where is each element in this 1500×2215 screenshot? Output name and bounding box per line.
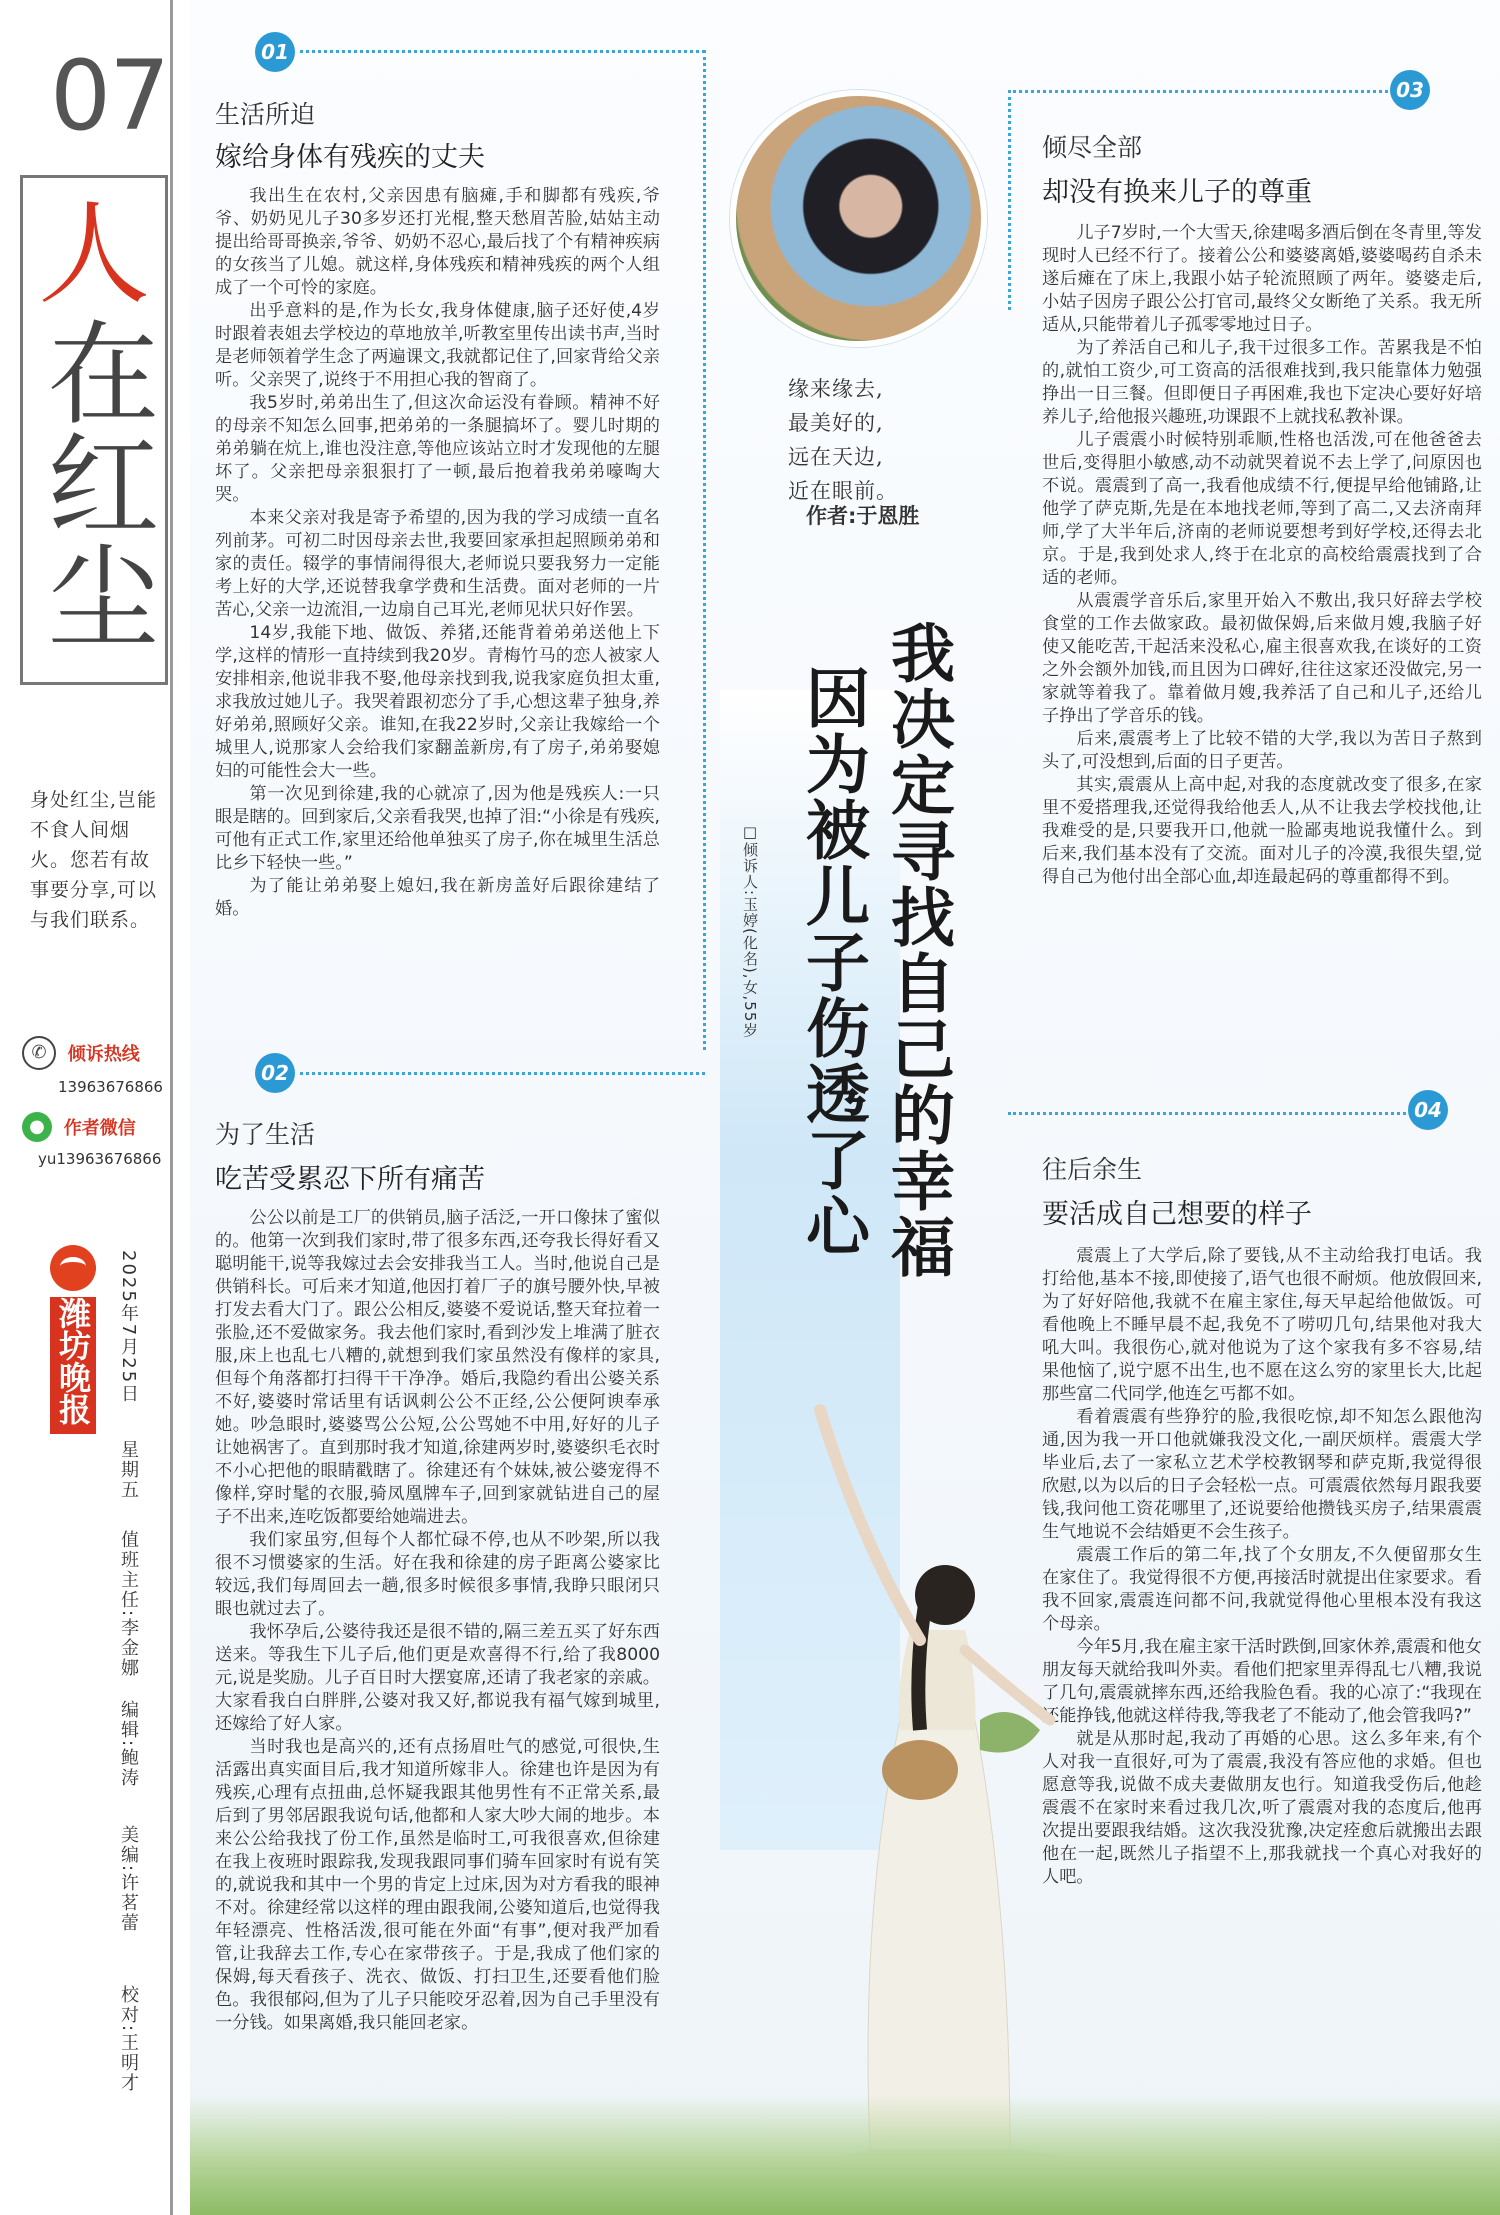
section-03-heading1: 倾尽全部 bbox=[1042, 133, 1143, 162]
paragraph: 14岁,我能下地、做饭、养猪,还能背着弟弟送他上下学,这样的情形一直持续到我20岁。青梅竹马的恋人被家人安排相亲,他说非我不娶,他母亲找到我,说我家庭负担太重,求我放过她儿子。我哭着跟初恋分了手,心想这辈子独身,养好弟弟,照顾好父亲。谁知,在我22岁时,父亲让我嫁给一个城里人,说那家人会给我们家翻盖新房,有了房子,弟弟娶媳妇的可能性会大一些。 bbox=[215, 623, 660, 781]
section-02-body bbox=[215, 1207, 660, 2197]
poem-line: 缘来缘去, bbox=[788, 377, 884, 401]
section-03-heading2: 却没有换来儿子的尊重 bbox=[1042, 177, 1312, 208]
paragraph: 当时我也是高兴的,还有点扬眉吐气的感觉,可很快,生活露出真实面目后,我才知道所嫁非人。徐建也许是因为有残疾,心理有点扭曲,总怀疑我跟其他男性有不正常关系,最后到了男邻居跟我说句话,他都和人家大吵大闹的地步。本来公公给我找了份工作,虽然是临时工,可我很喜欢,但徐建在我上夜班时跟踪我,发现我跟同事们骑车回家时有说有笑的,就说我和其中一个男的肯定上过床,因为对方看我的眼神不对。徐建经常以这样的理由跟我闹,公婆知道后,也觉得我年轻漂亮、性格活泼,很可能在外面“有事”,便对我严加看管,让我辞去工作,专心在家带孩子。于是,我成了他们家的保姆,每天看孩子、洗衣、做饭、打扫卫生,还要看他们脸色。我很郁闷,但为了儿子只能咬牙忍着,因为自己手里没有一分钱。如果离婚,我只能回老家。 bbox=[215, 1737, 660, 2033]
hotline-label: 倾诉热线 bbox=[67, 1044, 140, 1065]
section-02-heading2: 吃苦受累忍下所有痛苦 bbox=[215, 1164, 485, 1195]
paragraph: 公公以前是工厂的供销员,脑子活泛,一开口像抹了蜜似的。他第一次到我们家时,带了很多东西,还夸我长得好看又聪明能干,说等我嫁过去会安排我当工人。当时,他说自己是供销科长。可后来才知道,他因打着厂子的旗号腰外快,早被打发去看大门了。跟公公相反,婆婆不爱说话,整天耷拉着一张脸,还不爱做家务。我去他们家时,看到沙发上堆满了脏衣服,床上也乱七八糟的,就想到我们家虽然没有像样的家具,但每个角落都打扫得干干净净。婚后,我隐约看出公婆关系不好,婆婆时常话里有话讽刺公公不正经,公公便阿谀奉承她。吵急眼时,婆婆骂公公短,公公骂她不中用,好好的儿子让她祸害了。直到那时我才知道,徐建两岁时,婆婆织毛衣时不小心把他的眼睛戳瞎了。徐建还有个妹妹,被公婆宠得不像样,穿时髦的衣服,骑凤凰牌车子,回到家就钻进自己的屋子不出来,连吃饭都要给她端进去。 bbox=[215, 1208, 660, 1527]
paragraph: 为了能让弟弟娶上媳妇,我在新房盖好后跟徐建结了婚。 bbox=[215, 876, 660, 919]
editor-note: 身处红尘,岂能不食人间烟火。您若有故事要分享,可以与我们联系。 bbox=[30, 789, 158, 931]
section-02-heading1: 为了生活 bbox=[215, 1120, 316, 1149]
issue-date: 2025年7月25日 bbox=[118, 1250, 139, 1405]
paragraph: 我5岁时,弟弟出生了,但这次命运没有眷顾。精神不好的母亲不知怎么回事,把弟弟的一条腿搞坏了。婴儿时期的弟弟躺在炕上,谁也没注意,等他应该站立时才发现他的左腿坏了。父亲把母亲狠狠打了一顿,最后抱着我弟弟嚎啕大哭。 bbox=[215, 393, 660, 505]
section-badge-04: 04 bbox=[1408, 1090, 1448, 1130]
paragraph: 其实,震震从上高中起,对我的态度就改变了很多,在家里不爱搭理我,还觉得我给他丢人,从不让我去学校找他,让我难受的是,只要我开口,他就一脸鄙夷地说我懂什么。到后来,我们基本没有了交流。面对儿子的冷漠,我很失望,觉得自己为他付出全部心血,却连最起码的尊重都得不到。 bbox=[1042, 775, 1482, 887]
section-01-heading1: 生活所迫 bbox=[215, 100, 316, 129]
logo-mark-icon bbox=[50, 1245, 96, 1291]
section-04-heading1: 往后余生 bbox=[1042, 1155, 1143, 1184]
section-badge-01: 01 bbox=[255, 32, 295, 72]
newspaper-logo bbox=[50, 1245, 98, 1434]
paragraph: 出乎意料的是,作为长女,我身体健康,脑子还好使,4岁时跟着表姐去学校边的草地放羊,听教室里传出读书声,当时是老师领着学生念了两遍课文,我就都记住了,回家背给父亲听。父亲哭了,说终于不用担心我的智商了。 bbox=[215, 301, 660, 390]
paragraph: 后来,震震考上了比较不错的大学,我以为苦日子熬到头了,可没想到,后面的日子更苦。 bbox=[1042, 729, 1482, 772]
paragraph: 震震上了大学后,除了要钱,从不主动给我打电话。我打给他,基本不接,即使接了,语气也很不耐烦。他放假回来,为了好好陪他,我就不在雇主家住,每天早起给他做饭。可看他晚上不睡早晨不起,我免不了唠叨几句,结果他对我大吼大叫。我很伤心,就对他说为了这个家我有多不容易,结果他恼了,说宁愿不出生,也不愿在这么穷的家里长大,比起那些富二代同学,他连乞丐都不如。 bbox=[1042, 1246, 1482, 1404]
woman-figure-illustration bbox=[800, 1390, 1060, 2190]
paper-name: 潍坊晚报 bbox=[50, 1297, 96, 1434]
wechat-label: 作者微信 bbox=[63, 1118, 136, 1139]
section-badge-03: 03 bbox=[1390, 70, 1430, 110]
paragraph: 我出生在农村,父亲因患有脑瘫,手和脚都有残疾,爷爷、奶奶见儿子30多岁还打光棍,整天愁眉苦脸,姑姑主动提出给哥哥换亲,爷爷、奶奶不忍心,最后找了个有精神疾病的女孩当了儿媳。就这样,身体残疾和精神残疾的两个人组成了一个可怜的家庭。 bbox=[215, 186, 660, 298]
paragraph: 为了养活自己和儿子,我干过很多工作。苦累我是不怕的,就怕工资少,可工资高的活很难找到,我只能靠体力勉强挣出一日三餐。但即便日子再困难,我也下定决心要好好培养儿子,给他报兴趣班,功课跟不上就找私教补课。 bbox=[1042, 338, 1482, 427]
sidebar-divider bbox=[170, 0, 173, 2215]
paragraph: 儿子7岁时,一个大雪天,徐建喝多酒后倒在冬青里,等发现时人已经不行了。接着公公和婆婆离婚,婆婆喝药自杀未遂后瘫在了床上,我跟小姑子轮流照顾了两年。婆婆走后,小姑子因房子跟公公打官司,最终父女断绝了关系。我无所适从,只能带着儿子孤零零地过日子。 bbox=[1042, 223, 1482, 335]
designer: 美编:许茗蕾 bbox=[118, 1825, 139, 1934]
sidebar bbox=[0, 0, 172, 2215]
section-03-top-rule bbox=[1008, 90, 1388, 93]
paragraph: 就是从那时起,我动了再婚的心思。这么多年来,有个人对我一直很好,可为了震震,我没有答应他的求婚。但也愿意等我,说做不成夫妻做朋友也行。知道我受伤后,他趁震震不在家时来看过我几次,听了震震对我的态度后,他再次提出要跟我结婚。这次我没犹豫,决定痊愈后就搬出去跟他在一起,既然儿子指望不上,那我就找一个真心对我好的人吧。 bbox=[1042, 1729, 1482, 1887]
paragraph: 今年5月,我在雇主家干活时跌倒,回家休养,震震和他女朋友每天就给我叫外卖。看他们把家里弄得乱七八糟,我说了几句,震震就摔东西,还给我脸色看。我的心凉了:“我现在还能挣钱,他就这样待我,等我老了不能动了,他会管我吗?” bbox=[1042, 1637, 1482, 1726]
paragraph: 我们家虽穷,但每个人都忙碌不停,也从不吵架,所以我很不习惯婆家的生活。好在我和徐建的房子距离公婆家比较远,我们每周回去一趟,很多时候很多事情,我睁只眼闭只眼也就过去了。 bbox=[215, 1530, 660, 1619]
wechat-icon: ● bbox=[22, 1112, 52, 1142]
wechat bbox=[22, 1112, 161, 1168]
section-badge-02: 02 bbox=[255, 1053, 295, 1093]
section-title bbox=[28, 190, 160, 651]
author-poem bbox=[788, 372, 958, 508]
section-04-top-rule bbox=[1008, 1112, 1406, 1115]
paragraph: 第一次见到徐建,我的心就凉了,因为他是残疾人:一只眼是瞎的。回到家后,父亲看我哭,也掉了泪:“小徐是有残疾,可他有正式工作,家里还给他单独买了房子,你在城里生活总比乡下轻快一些。” bbox=[215, 784, 660, 873]
poem-line: 远在天边, bbox=[788, 445, 884, 469]
paragraph: 从震震学音乐后,家里开始入不敷出,我只好辞去学校食堂的工作去做家政。最初做保姆,后来做月嫂,我脑子好使又能吃苦,干起活来没私心,雇主很喜欢我,在谈好的工资之外会额外加钱,而且因为口碑好,往往这家还没做完,另一家就等着我了。靠着做月嫂,我养活了自己和儿子,还给儿子挣出了学音乐的钱。 bbox=[1042, 591, 1482, 726]
narrator-credit: □倾诉人:玉婷(化名),女,55岁 bbox=[741, 823, 759, 1039]
section-title-rest: 在红尘 bbox=[29, 315, 159, 651]
headline-line-1: 我决定寻找自己的幸福 bbox=[880, 620, 954, 1280]
poem-line: 最美好的, bbox=[788, 411, 884, 435]
paragraph: 儿子震震小时候特别乖顺,性格也活泼,可在他爸爸去世后,变得胆小敏感,动不动就哭着说不去上学了,问原因也不说。震震到了高一,我看他成绩不行,便提早给他铺路,让他学了萨克斯,先是在本地找老师,等到了高二,又去济南拜师,学了大半年后,济南的老师说要想考到好学校,还得去北京。于是,我到处求人,终于在北京的高校给震震找到了合适的老师。 bbox=[1042, 430, 1482, 588]
section-01-side-rule bbox=[703, 50, 706, 1050]
paragraph: 震震工作后的第二年,找了个女朋友,不久便留那女生在家住了。我觉得很不方便,再接活时就提出住家要求。看我不回家,震震连问都不问,我就觉得他心里根本没有我这个母亲。 bbox=[1042, 1545, 1482, 1634]
page-number: 07 bbox=[50, 40, 169, 152]
section-04-heading2: 要活成自己想要的样子 bbox=[1042, 1199, 1312, 1230]
hotline-number: 13963676866 bbox=[58, 1078, 163, 1096]
poem-line: 近在眼前。 bbox=[788, 479, 898, 503]
proofreader: 校对:王明才 bbox=[118, 1985, 139, 2094]
phone-icon: ✆ bbox=[22, 1036, 56, 1070]
paragraph: 我怀孕后,公婆待我还是很不错的,隔三差五买了好东西送来。等我生下儿子后,他们更是欢喜得不行,给了我8000元,说是奖励。儿子百日时大摆宴席,还请了我老家的亲戚。大家看我白白胖胖,公婆对我又好,都说我有福气嫁到城里,还嫁给了好人家。 bbox=[215, 1622, 660, 1734]
issue-weekday: 星期五 bbox=[118, 1440, 139, 1500]
paragraph: 本来父亲对我是寄予希望的,因为我的学习成绩一直名列前茅。可初二时因母亲去世,我要回家承担起照顾弟弟和家的责任。辍学的事情闹得很大,老师说只要我努力一定能考上好的大学,还说替我拿学费和生活费。面对老师的一片苦心,父亲一边流泪,一边扇自己耳光,老师见状只好作罢。 bbox=[215, 508, 660, 620]
section-01-body bbox=[215, 185, 660, 1045]
headline-line-2: 因为被儿子伤透了心 bbox=[795, 665, 869, 1259]
section-01-heading2: 嫁给身体有残疾的丈夫 bbox=[215, 142, 485, 173]
section-03-side-rule bbox=[1008, 90, 1011, 310]
hotline bbox=[22, 1036, 163, 1096]
section-03-body bbox=[1042, 222, 1482, 1092]
paragraph: 看着震震有些狰狞的脸,我很吃惊,却不知怎么跟他沟通,因为我一开口他就嫌我没文化,一副厌烦样。震震大学毕业后,去了一家私立艺术学校教钢琴和萨克斯,我觉得很欣慰,以为以后的日子会轻松一点。可震震依然每月跟我要钱,我问他工资花哪里了,还说要给他攒钱买房子,结果震震生气地说不会结婚更不会生孩子。 bbox=[1042, 1407, 1482, 1542]
section-04-body bbox=[1042, 1245, 1482, 2095]
section-02-top-rule bbox=[300, 1072, 705, 1075]
section-01-top-rule bbox=[300, 50, 705, 53]
duty-editor: 值班主任:李金娜 bbox=[118, 1530, 139, 1679]
editor: 编辑:鲍涛 bbox=[118, 1700, 139, 1789]
author-byline: 作者:于恩胜 bbox=[806, 504, 920, 528]
section-title-first-char: 人 bbox=[38, 190, 150, 320]
wechat-id: yu13963676866 bbox=[38, 1150, 162, 1168]
author-photo bbox=[730, 90, 987, 347]
grass-background bbox=[190, 2095, 1500, 2215]
